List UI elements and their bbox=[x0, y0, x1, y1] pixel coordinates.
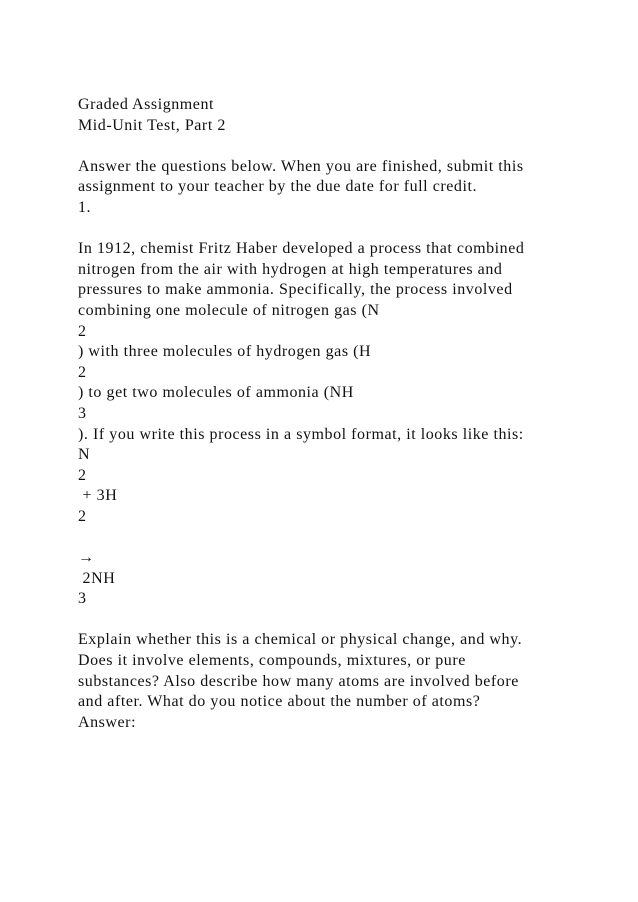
passage-line: combining one molecule of nitrogen gas (N bbox=[78, 301, 380, 319]
spacer bbox=[78, 136, 618, 157]
equation-product: 2NH bbox=[78, 569, 116, 587]
equation-subscript: 3 bbox=[78, 590, 87, 608]
passage-line: ) with three molecules of hydrogen gas (H bbox=[78, 343, 372, 361]
spacer bbox=[78, 610, 618, 631]
subscript-line: 2 bbox=[78, 363, 87, 381]
passage-line: ) to get two molecules of ammonia (NH bbox=[78, 384, 354, 402]
subscript-line: 2 bbox=[78, 322, 87, 340]
instructions-line: Answer the questions below. When you are finished, submit this bbox=[78, 157, 524, 175]
equation-arrow: → bbox=[78, 549, 95, 567]
prompt-line: Does it involve elements, compounds, mixtures, or pure bbox=[78, 652, 466, 670]
equation-subscript: 2 bbox=[78, 466, 87, 484]
passage-line: In 1912, chemist Fritz Haber developed a process that combined bbox=[78, 240, 525, 258]
prompt-line: substances? Also describe how many atoms are involved before bbox=[78, 672, 519, 690]
equation-subscript: 2 bbox=[78, 507, 87, 525]
question-number: 1. bbox=[78, 198, 92, 216]
prompt-line: Explain whether this is a chemical or physical change, and why. bbox=[78, 631, 523, 649]
passage-line: pressures to make ammonia. Specifically, the process involved bbox=[78, 281, 513, 299]
prompt-line: and after. What do you notice about the number of atoms? bbox=[78, 693, 481, 711]
spacer bbox=[78, 219, 618, 240]
document-subtitle: Mid-Unit Test, Part 2 bbox=[78, 116, 226, 134]
passage-line: ). If you write this process in a symbol format, it looks like this: bbox=[78, 425, 524, 443]
answer-label: Answer: bbox=[78, 713, 137, 731]
document-page bbox=[78, 95, 618, 733]
subscript-line: 3 bbox=[78, 404, 87, 422]
passage-line: nitrogen from the air with hydrogen at high temperatures and bbox=[78, 260, 503, 278]
equation-reactant-1: N bbox=[78, 446, 91, 464]
equation-plus-term: + 3H bbox=[78, 487, 118, 505]
spacer bbox=[78, 527, 618, 548]
instructions-line: assignment to your teacher by the due date for full credit. bbox=[78, 178, 477, 196]
document-title: Graded Assignment bbox=[78, 96, 214, 113]
